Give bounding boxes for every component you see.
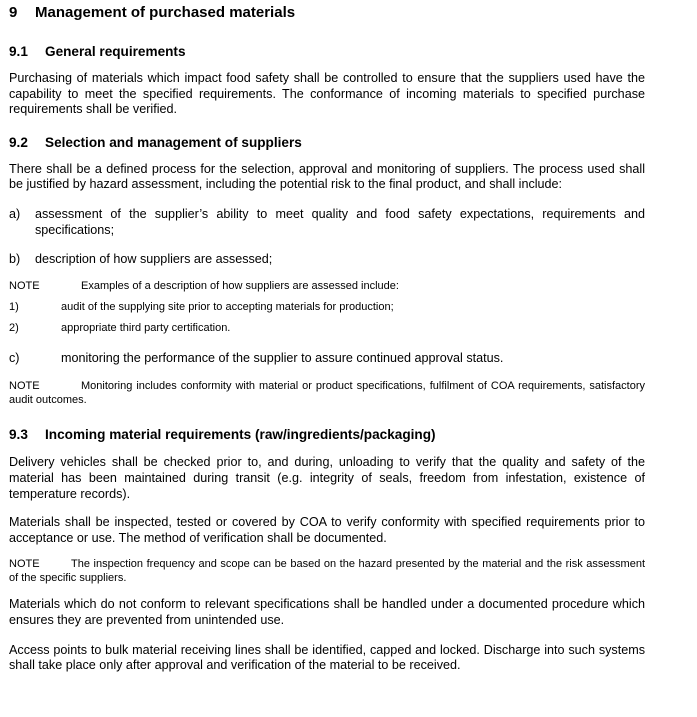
delivery-vehicles-paragraph: Delivery vehicles shall be checked prior to, and during, unloading to verify that the quality and safety of the material has been maintained during transit (e.g. integrity of seals, freedom from infestation, existence of temperature records). [9,455,645,501]
general-requirements-paragraph: Purchasing of materials which impact food safety shall be controlled to ensure that the suppliers used have the capability to meet the specified requirements. The conformance of incoming materials to specified purchase requirements shall be verified. [9,71,645,117]
list-item-text: description of how suppliers are assessed; [35,252,273,267]
sub-item-label: 1) [9,300,19,313]
supplier-process-paragraph: There shall be a defined process for the selection, approval and monitoring of suppliers. The process used shall be justified by hazard assessment, including the potential risk to the final product, and shall include: [9,161,645,192]
note-examples [9,279,645,293]
subsection-heading-9-1 [9,43,645,60]
section-number: 9 [9,4,18,21]
note-monitoring [9,379,645,407]
note-label: NOTE [9,380,40,393]
sub-item-2 [9,321,645,335]
list-item-text: assessment of the supplier’s ability to meet quality and food safety expectations, requirements and specifications; [35,206,645,237]
note-text: The inspection frequency and scope can be based on the hazard presented by the material and the risk assessment of the specific suppliers. [9,558,645,585]
sub-item-label: 2) [9,321,19,334]
note-label: NOTE [9,279,40,292]
list-item-c [9,351,645,367]
sub-item-text: appropriate third party certification. [61,321,231,334]
list-item-a [9,207,645,238]
subsection-number: 9.3 [9,427,28,443]
note-text: Examples of a description of how suppliers are assessed include: [81,279,399,292]
subsection-heading-9-3 [9,426,645,443]
note-text: Monitoring includes conformity with material or product specifications, fulfilment of COA requirements, satisfactory audit outcomes. [9,380,645,407]
materials-inspection-paragraph: Materials shall be inspected, tested or covered by COA to verify conformity with specified requirements prior to acceptance or use. The method of verification shall be documented. [9,515,645,545]
list-item-label: a) [9,206,21,221]
section-heading [9,4,645,22]
sub-item-text: audit of the supplying site prior to accepting materials for production; [61,300,394,313]
sub-item-1 [9,300,645,314]
bulk-receiving-paragraph: Access points to bulk material receiving lines shall be identified, capped and locked. Discharge into such systems shall take place only after approval and verification of the material to be received. [9,642,645,673]
document-page [9,4,645,674]
subsection-number: 9.1 [9,44,28,59]
list-item-text: monitoring the performance of the supplier to assure continued approval status. [61,350,504,365]
subsection-number: 9.2 [9,134,28,150]
subsection-heading-9-2 [9,134,645,151]
subsection-title: Selection and management of suppliers [45,134,302,150]
list-item-b [9,252,645,268]
subsection-title: Incoming material requirements (raw/ingredients/packaging) [45,427,436,443]
list-item-label: b) [9,252,21,267]
nonconforming-materials-paragraph: Materials which do not conform to relevant specifications shall be handled under a documented procedure which ensures they are prevented from unintended use. [9,597,645,627]
list-item-label: c) [9,350,20,365]
note-inspection [9,557,645,585]
subsection-title: General requirements [45,44,186,59]
note-label: NOTE [9,558,40,571]
section-title: Management of purchased materials [35,4,296,21]
